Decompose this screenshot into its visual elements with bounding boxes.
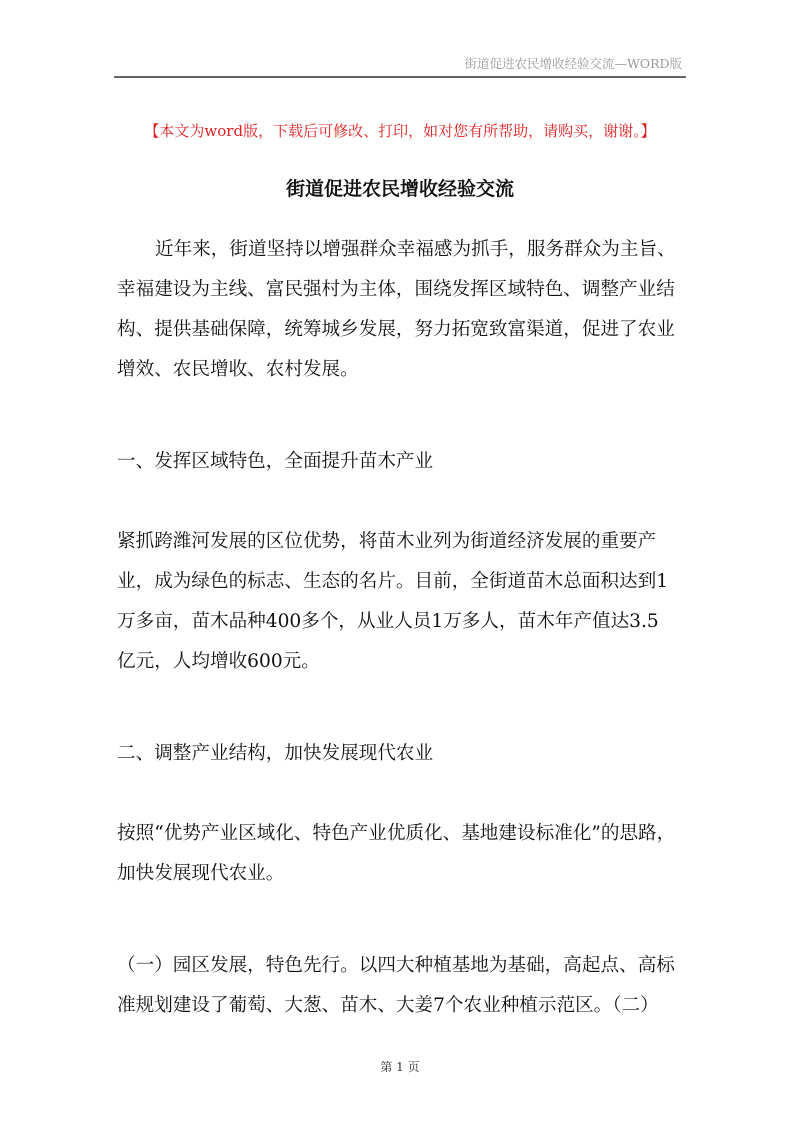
purchase-notice: 【本文为word版，下载后可修改、打印，如对您有所帮助，请购买，谢谢。】 xyxy=(144,122,656,140)
body-line: 按照“优势产业区域化、特色产业优质化、基地建设标准化”的思路， xyxy=(117,823,676,844)
body-line: 幸福建设为主线、富民强村为主体，围绕发挥区域特色、调整产业结 xyxy=(117,279,675,300)
document-title: 街道促进农民增收经验交流 xyxy=(285,178,514,200)
body-line: 亿元，人均增收600元。 xyxy=(117,651,320,672)
body-line: 万多亩，苗木品种400多个，从业人员1万多人，苗木年产值达3.5 xyxy=(117,611,659,632)
body-line: 构、提供基础保障，统筹城乡发展，努力拓宽致富渠道，促进了农业 xyxy=(117,319,675,340)
section-heading: 二、调整产业结构，加快发展现代农业 xyxy=(117,743,434,764)
body-line: 加快发展现代农业。 xyxy=(117,863,285,884)
body-line: （一）园区发展，特色先行。以四大种植基地为基础，高起点、高标 xyxy=(117,955,675,976)
body-line: 业，成为绿色的标志、生态的名片。目前，全街道苗木总面积达到1 xyxy=(117,571,669,592)
page-number: 第 1 页 xyxy=(380,1060,420,1074)
body-line: 准规划建设了葡萄、大葱、苗木、大姜7个农业种植示范区。（二） xyxy=(117,995,659,1016)
body-line: 近年来，街道坚持以增强群众幸福感为抓手，服务群众为主旨、 xyxy=(155,239,676,260)
body-line: 增效、农民增收、农村发展。 xyxy=(117,359,359,380)
body-line: 紧抓跨潍河发展的区位优势，将苗木业列为街道经济发展的重要产 xyxy=(117,531,657,552)
section-heading: 一、发挥区域特色，全面提升苗木产业 xyxy=(117,451,434,472)
header-rule xyxy=(114,76,686,78)
running-header: 街道促进农民增收经验交流—WORD版 xyxy=(464,56,682,71)
